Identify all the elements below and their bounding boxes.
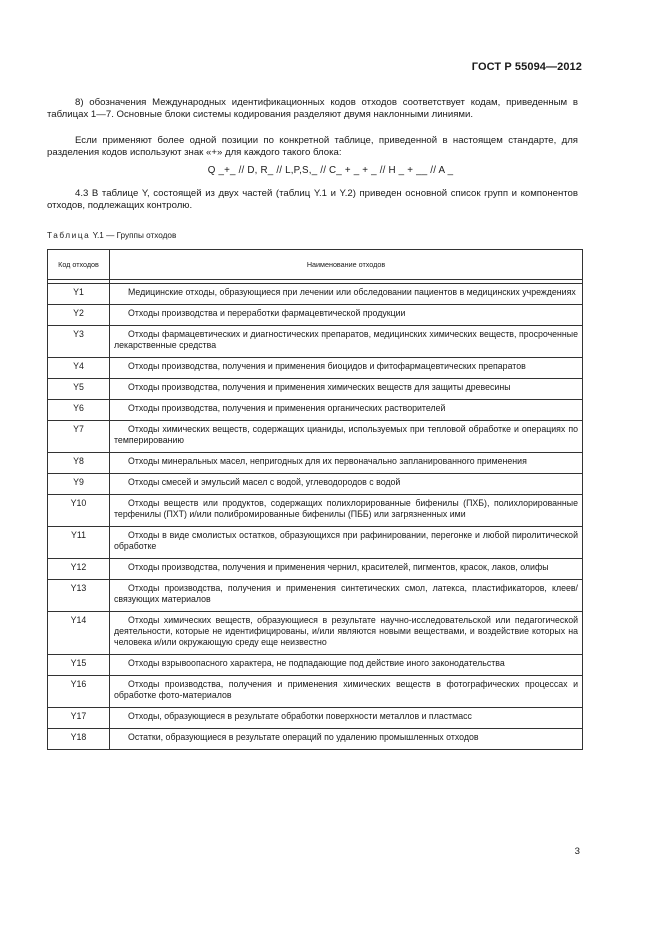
table-body bbox=[48, 280, 583, 750]
waste-name-cell: Отходы взрывоопасного характера, не подпадающие под действие иного законодательства bbox=[110, 655, 583, 676]
waste-name-cell: Отходы минеральных масел, непригодных для их первоначально запланированного применения bbox=[110, 453, 583, 474]
waste-code-cell: Y6 bbox=[48, 400, 110, 421]
table-row bbox=[48, 580, 583, 612]
waste-code-cell: Y1 bbox=[48, 284, 110, 305]
waste-name-cell: Отходы производства, получения и применения химических веществ в фотографических процессах и обработке фото-материалов bbox=[110, 676, 583, 708]
waste-code-cell: Y10 bbox=[48, 495, 110, 527]
waste-code-cell: Y7 bbox=[48, 421, 110, 453]
table-row bbox=[48, 474, 583, 495]
waste-code-cell: Y13 bbox=[48, 580, 110, 612]
table-row bbox=[48, 708, 583, 729]
waste-code-cell: Y2 bbox=[48, 305, 110, 326]
column-header-name: Наименование отходов bbox=[110, 250, 583, 280]
waste-code-cell: Y8 bbox=[48, 453, 110, 474]
waste-name-cell: Отходы, образующиеся в результате обработки поверхности металлов и пластмасс bbox=[110, 708, 583, 729]
table-row bbox=[48, 559, 583, 580]
paragraph-section-4-3: 4.3 В таблице Y, состоящей из двух частей (таблиц Y.1 и Y.2) приведен основной список групп и компонентов отходов, подлежащих контролю. bbox=[47, 188, 578, 211]
table-caption-label: Таблица bbox=[47, 231, 91, 240]
waste-name-cell: Отходы веществ или продуктов, содержащих полихлорированные бифенилы (ПХБ), полихлорированные терфенилы (ПХТ) и/или полибромированные бифенилы (ПББ) или загрязненных ими bbox=[110, 495, 583, 527]
waste-name-cell: Отходы производства, получения и применения биоцидов и фитофармацевтических препаратов bbox=[110, 358, 583, 379]
table-header-row bbox=[48, 250, 583, 280]
waste-name-cell: Отходы производства, получения и применения чернил, красителей, пигментов, красок, лаков, олифы bbox=[110, 559, 583, 580]
waste-name-cell: Отходы производства, получения и применения органических растворителей bbox=[110, 400, 583, 421]
table-row bbox=[48, 655, 583, 676]
waste-name-cell: Отходы химических веществ, содержащих цианиды, используемых при тепловой обработке и операциях по темперированию bbox=[110, 421, 583, 453]
waste-name-cell: Медицинские отходы, образующиеся при лечении или обследовании пациентов в медицинских учреждениях bbox=[110, 284, 583, 305]
waste-code-cell: Y12 bbox=[48, 559, 110, 580]
waste-code-cell: Y5 bbox=[48, 379, 110, 400]
table-row bbox=[48, 527, 583, 559]
waste-code-cell: Y11 bbox=[48, 527, 110, 559]
table-row bbox=[48, 421, 583, 453]
waste-code-cell: Y15 bbox=[48, 655, 110, 676]
table-row bbox=[48, 495, 583, 527]
waste-code-cell: Y9 bbox=[48, 474, 110, 495]
waste-name-cell: Отходы производства и переработки фармацевтической продукции bbox=[110, 305, 583, 326]
page-number: 3 bbox=[574, 846, 580, 857]
table-row bbox=[48, 379, 583, 400]
waste-name-cell: Отходы в виде смолистых остатков, образующихся при рафинировании, перегонке и любой пиролитической обработке bbox=[110, 527, 583, 559]
waste-name-cell: Отходы производства, получения и применения синтетических смол, латекса, пластификаторов, клеев/связующих материалов bbox=[110, 580, 583, 612]
paragraph-coding-blocks: 8) обозначения Международных идентификационных кодов отходов соответствует кодам, приведенным в таблицах 1—7. Основные блоки системы кодирования разделяют двумя наклонными линиями. bbox=[47, 97, 578, 120]
waste-name-cell: Отходы фармацевтических и диагностических препаратов, медицинских химических веществ, просроченные лекарственные средства bbox=[110, 326, 583, 358]
paragraph-multiple-positions: Если применяют более одной позиции по конкретной таблице, приведенной в настоящем стандарте, для разделения кодов используют знак «+» для каждого такого блока: bbox=[47, 135, 578, 158]
table-row bbox=[48, 729, 583, 750]
table-caption-title: Y.1 — Группы отходов bbox=[92, 231, 177, 240]
waste-code-cell: Y17 bbox=[48, 708, 110, 729]
table-row bbox=[48, 326, 583, 358]
waste-name-cell: Остатки, образующиеся в результате операций по удалению промышленных отходов bbox=[110, 729, 583, 750]
table-row bbox=[48, 358, 583, 379]
table-row bbox=[48, 400, 583, 421]
table-row bbox=[48, 284, 583, 305]
waste-code-cell: Y16 bbox=[48, 676, 110, 708]
table-row bbox=[48, 612, 583, 655]
waste-name-cell: Отходы производства, получения и применения химических веществ для защиты древесины bbox=[110, 379, 583, 400]
column-header-code: Код отходов bbox=[48, 250, 110, 280]
table-caption bbox=[47, 231, 176, 240]
waste-code-cell: Y18 bbox=[48, 729, 110, 750]
table-row bbox=[48, 453, 583, 474]
waste-name-cell: Отходы смесей и эмульсий масел с водой, углеводородов с водой bbox=[110, 474, 583, 495]
waste-groups-table bbox=[47, 249, 583, 750]
waste-code-cell: Y4 bbox=[48, 358, 110, 379]
waste-code-cell: Y14 bbox=[48, 612, 110, 655]
coding-formula: Q _+_ // D, R_ // L,P,S,_ // C_ + _ + _ // H _ + __ // A _ bbox=[207, 165, 454, 176]
table-row bbox=[48, 676, 583, 708]
document-header: ГОСТ Р 55094—2012 bbox=[471, 61, 582, 73]
table-row bbox=[48, 305, 583, 326]
waste-name-cell: Отходы химических веществ, образующиеся в результате научно-исследовательской или педагогической деятельности, которые не идентифицированы, и/или являются новыми веществами, и воздействие которых на человека и/или окружающую среду еще неизвестно bbox=[110, 612, 583, 655]
waste-code-cell: Y3 bbox=[48, 326, 110, 358]
